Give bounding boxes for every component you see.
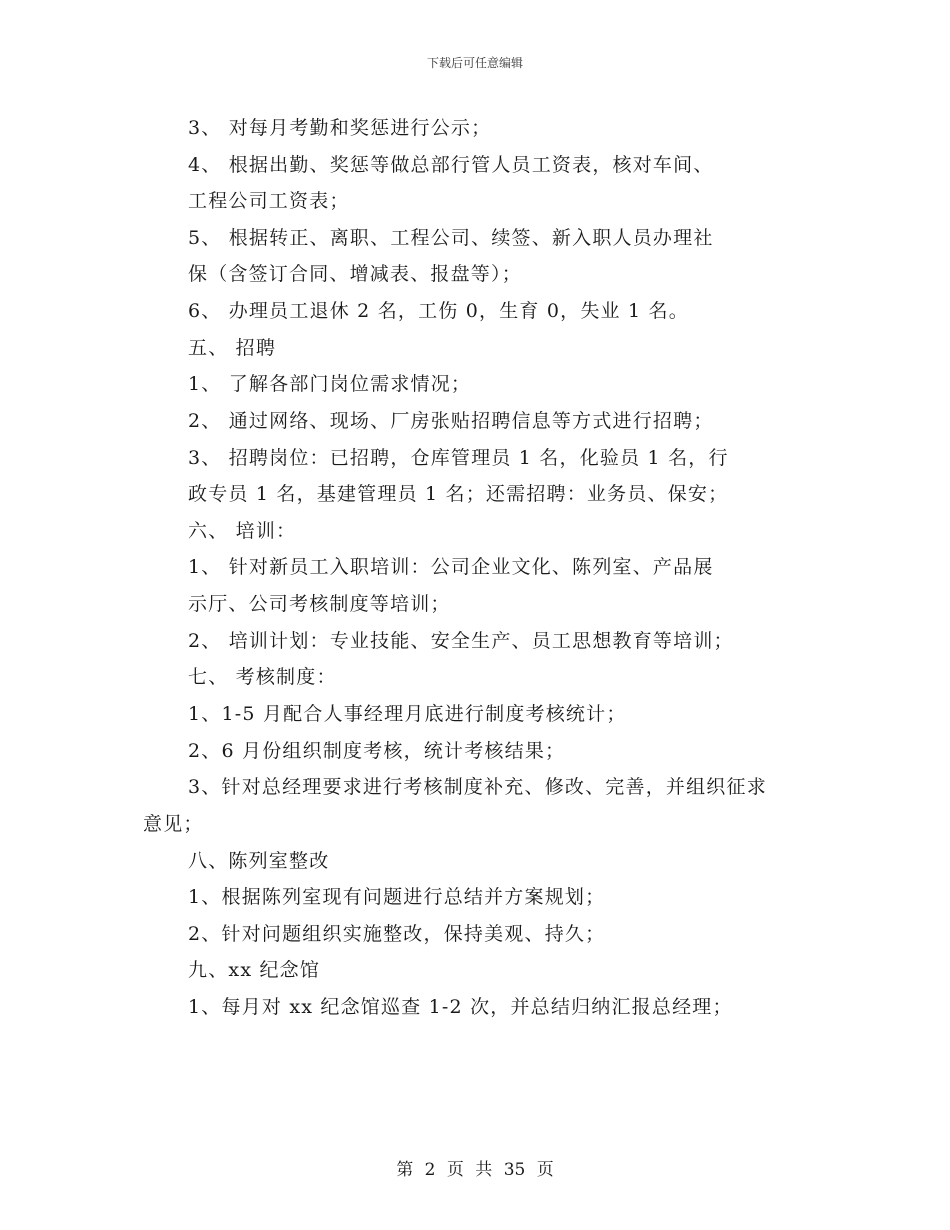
text-line: 保（含签订合同、增减表、报盘等）； — [188, 263, 522, 285]
section-heading: 七、 考核制度： — [188, 666, 337, 688]
section-heading: 八、陈列室整改 — [188, 850, 330, 872]
text-line: 1、每月对 xx 纪念馆巡查 1-2 次，并总结归纳汇报总经理； — [188, 996, 733, 1018]
text-line: 意见； — [143, 813, 204, 835]
text-line: 1、 针对新员工入职培训：公司企业文化、陈列室、产品展 — [188, 556, 714, 578]
section-heading: 九、xx 纪念馆 — [188, 959, 321, 981]
text-line: 政专员 1 名，基建管理员 1 名；还需招聘：业务员、保安； — [188, 483, 729, 505]
text-line: 工程公司工资表； — [188, 190, 350, 212]
page-header: 下载后可任意编辑 — [426, 56, 523, 70]
text-line: 1、根据陈列室现有问题进行总结并方案规划； — [188, 886, 606, 908]
text-line: 2、6 月份组织制度考核，统计考核结果； — [188, 740, 566, 762]
text-line: 2、 培训计划：专业技能、安全生产、员工思想教育等培训； — [188, 630, 734, 652]
text-line: 2、 通过网络、现场、厂房张贴招聘信息等方式进行招聘； — [188, 410, 714, 432]
section-heading: 六、 培训： — [188, 520, 297, 542]
text-line: 3、针对总经理要求进行考核制度补充、修改、完善，并组织征求 — [188, 776, 767, 798]
text-line: 3、 对每月考勤和奖惩进行公示； — [188, 117, 492, 139]
text-line: 示厅、公司考核制度等培训； — [188, 593, 451, 615]
text-line: 1、 了解各部门岗位需求情况； — [188, 373, 472, 395]
section-heading: 五、 招聘 — [188, 337, 277, 359]
text-line: 1、1-5 月配合人事经理月底进行制度考核统计； — [188, 703, 627, 725]
page-footer: 第 2 页 共 35 页 — [396, 1160, 554, 1180]
text-line: 5、 根据转正、离职、工程公司、续签、新入职人员办理社 — [188, 227, 714, 249]
text-line: 4、 根据出勤、奖惩等做总部行管人员工资表，核对车间、 — [188, 154, 714, 176]
text-line: 6、 办理员工退休 2 名，工伤 0，生育 0，失业 1 名。 — [188, 300, 689, 322]
text-line: 2、针对问题组织实施整改，保持美观、持久； — [188, 923, 606, 945]
text-line: 3、 招聘岗位：已招聘，仓库管理员 1 名，化验员 1 名，行 — [188, 447, 729, 469]
